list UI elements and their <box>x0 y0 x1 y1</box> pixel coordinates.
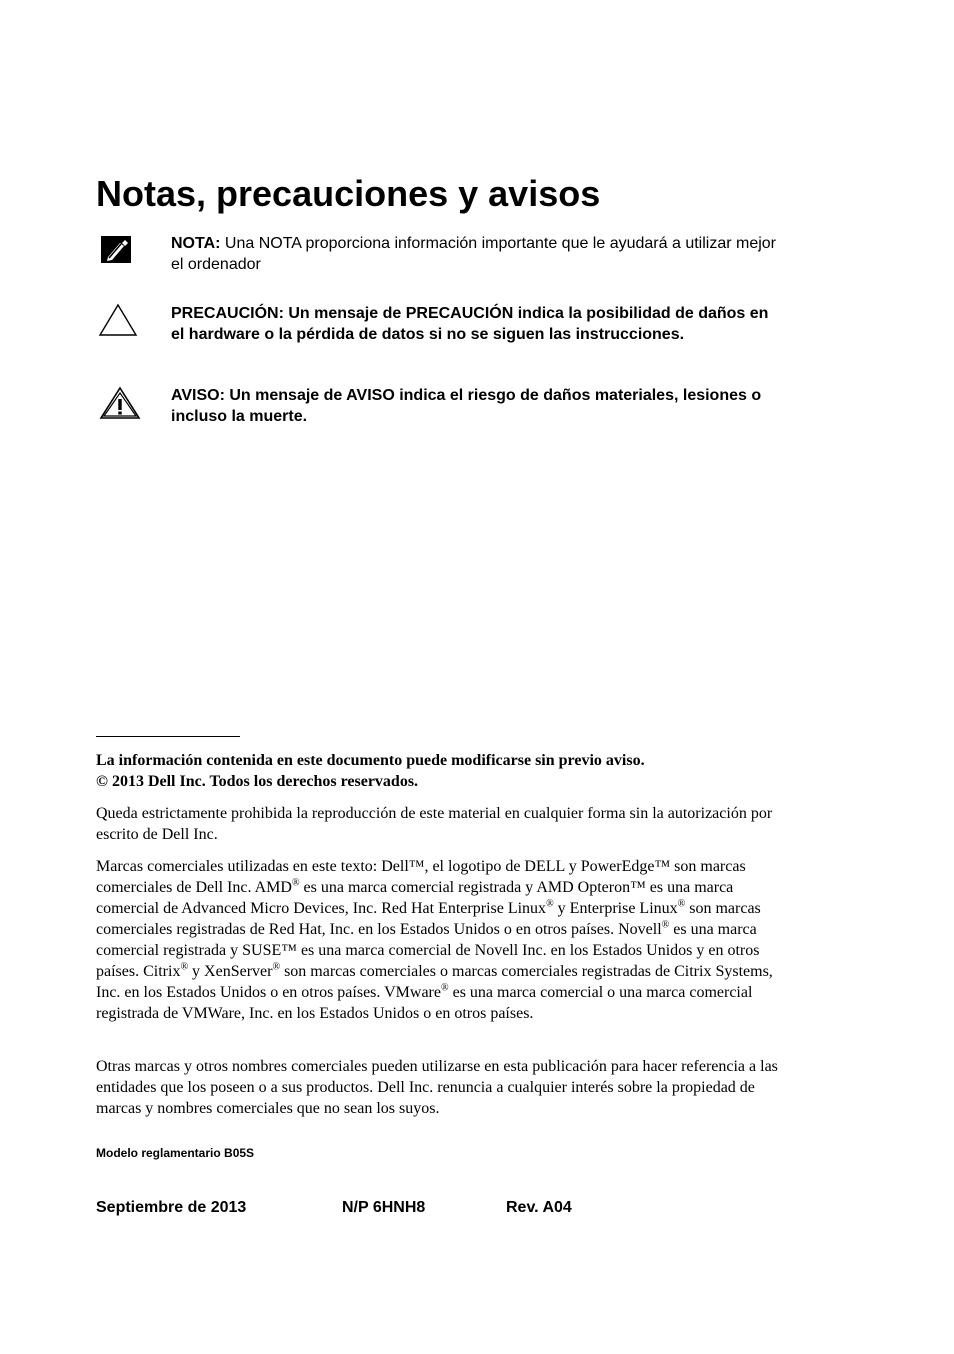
reproduction-paragraph <box>96 803 786 845</box>
note-text <box>171 233 781 275</box>
reproduction-text: Queda estrictamente prohibida la reproducción de este material en cualquier forma sin la autorización por escrito de Dell Inc. <box>96 805 773 843</box>
footnote-divider <box>96 736 240 737</box>
caution-text: PRECAUCIÓN: Un mensaje de PRECAUCIÓN indica la posibilidad de daños en el hardware o la pérdida de datos si no se siguen las instrucciones. <box>171 305 769 343</box>
trademarks-segment: es una marca comercial registrada y SUSE™ es una marca comercial de Novell Inc. en los Estados Unidos y en otros países. Citrix <box>96 921 760 980</box>
copyright-line: © 2013 Dell Inc. Todos los derechos reservados. <box>96 773 419 790</box>
trademarks-segment: y XenServer <box>188 963 273 980</box>
note-body: Una NOTA proporciona información importante que le ayudará a utilizar mejor el ordenador <box>171 235 776 273</box>
trademarks-segment: son marcas comerciales registradas de Red Hat, Inc. en los Estados Unidos o en otros países. Novell <box>96 900 761 938</box>
disclaimer-paragraph <box>96 1056 786 1119</box>
note-label: NOTA: <box>171 235 221 252</box>
registered-mark: ® <box>546 898 554 910</box>
registered-mark: ® <box>677 898 686 910</box>
registered-mark: ® <box>440 982 449 994</box>
trademarks-segment: Marcas comerciales utilizadas en este texto: Dell™, el logotipo de DELL y PowerEdge™ son marcas comerciales de Dell Inc. AMD <box>96 858 746 896</box>
regulatory-model: Modelo reglamentario B05S <box>96 1146 255 1160</box>
trademarks-segment: y Enterprise Linux <box>553 900 678 917</box>
trademarks-paragraph <box>96 856 786 1024</box>
registered-mark: ® <box>291 877 300 889</box>
legal-header <box>96 750 786 792</box>
publication-date: Septiembre de 2013 <box>96 1199 247 1216</box>
registered-mark: ® <box>180 961 189 973</box>
page-title: Notas, precauciones y avisos <box>96 173 601 214</box>
trademarks-segment: es una marca comercial o una marca comercial registrada de VMWare, Inc. en los Estados Unidos o en otros países. <box>96 984 753 1022</box>
registered-mark: ® <box>272 961 281 973</box>
disclaimer-text: Otras marcas y otros nombres comerciales pueden utilizarse en esta publicación para hacer referencia a las entidades que los poseen o a sus productos. Dell Inc. renuncia a cualquier interés sobre la propiedad de marcas y nombres comerciales que no sean los suyos. <box>96 1058 778 1117</box>
part-number: N/P 6HNH8 <box>342 1199 426 1216</box>
warning-text: AVISO: Un mensaje de AVISO indica el riesgo de daños materiales, lesiones o incluso la muerte. <box>171 387 762 425</box>
revision: Rev. A04 <box>506 1199 572 1216</box>
trademarks-segment: es una marca comercial registrada y AMD Opteron™ es una marca comercial de Advanced Micro Devices, Inc. Red Hat Enterprise Linux <box>96 879 734 917</box>
change-notice: La información contenida en este documento puede modificarse sin previo aviso. <box>96 752 645 769</box>
warning-exclamation-icon <box>98 385 142 425</box>
trademarks-text <box>96 856 786 1024</box>
caution-triangle-icon <box>98 303 142 343</box>
trademarks-segment: son marcas comerciales o marcas comerciales registradas de Citrix Systems, Inc. en los Estados Unidos o en otros países. VMware <box>96 963 773 1001</box>
note-pencil-icon <box>98 233 142 273</box>
registered-mark: ® <box>661 919 670 931</box>
